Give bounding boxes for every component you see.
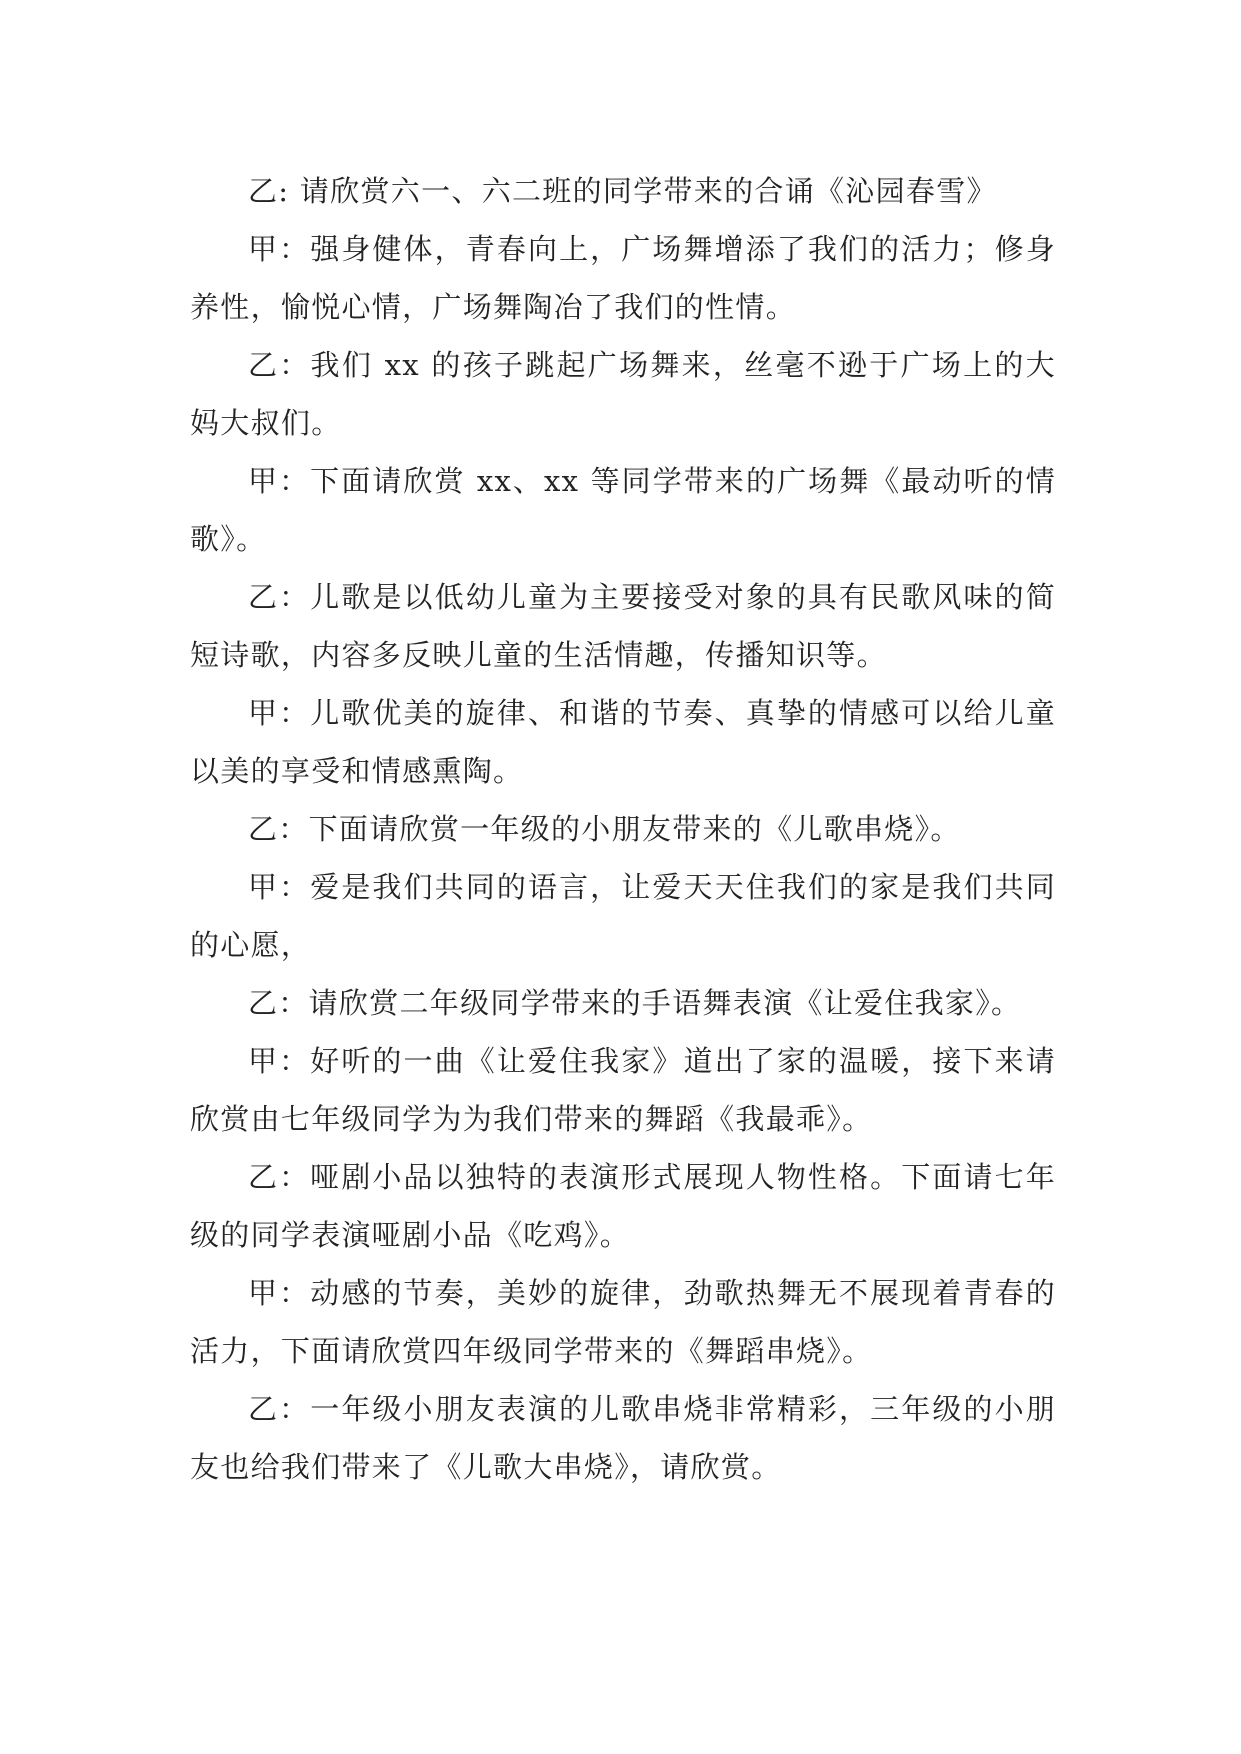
paragraph-12: 甲：动感的节奏，美妙的旋律，劲歌热舞无不展现着青春的活力，下面请欣赏四年级同学带来的《舞蹈串烧》。 [190,1276,1056,1368]
paragraph-2: 甲：强身健体，青春向上，广场舞增添了我们的活力；修身养性，愉悦心情，广场舞陶冶了我们的性情。 [190,232,1056,324]
paragraph-6: 甲：儿歌优美的旋律、和谐的节奏、真挚的情感可以给儿童以美的享受和情感熏陶。 [190,696,1056,788]
paragraph-8: 甲：爱是我们共同的语言，让爱天天住我们的家是我们共同的心愿， [190,870,1056,962]
document-body [190,162,1056,1496]
paragraph-5: 乙：儿歌是以低幼儿童为主要接受对象的具有民歌风味的简短诗歌，内容多反映儿童的生活情趣，传播知识等。 [190,580,1056,672]
paragraph-11: 乙：哑剧小品以独特的表演形式展现人物性格。下面请七年级的同学表演哑剧小品《吃鸡》。 [190,1160,1056,1252]
paragraph-1: 乙: 请欣赏六一、六二班的同学带来的合诵《沁园春雪》 [248,174,997,208]
paragraph-7: 乙：下面请欣赏一年级的小朋友带来的《儿歌串烧》。 [248,812,961,846]
paragraph-9: 乙：请欣赏二年级同学带来的手语舞表演《让爱住我家》。 [248,986,1022,1020]
paragraph-4: 甲：下面请欣赏 xx、xx 等同学带来的广场舞《最动听的情歌》。 [190,464,1056,556]
paragraph-3: 乙：我们 xx 的孩子跳起广场舞来，丝毫不逊于广场上的大妈大叔们。 [190,348,1056,440]
paragraph-10: 甲：好听的一曲《让爱住我家》道出了家的温暖，接下来请欣赏由七年级同学为为我们带来的舞蹈《我最乖》。 [190,1044,1056,1136]
paragraph-13: 乙：一年级小朋友表演的儿歌串烧非常精彩，三年级的小朋友也给我们带来了《儿歌大串烧》，请欣赏。 [190,1392,1056,1484]
